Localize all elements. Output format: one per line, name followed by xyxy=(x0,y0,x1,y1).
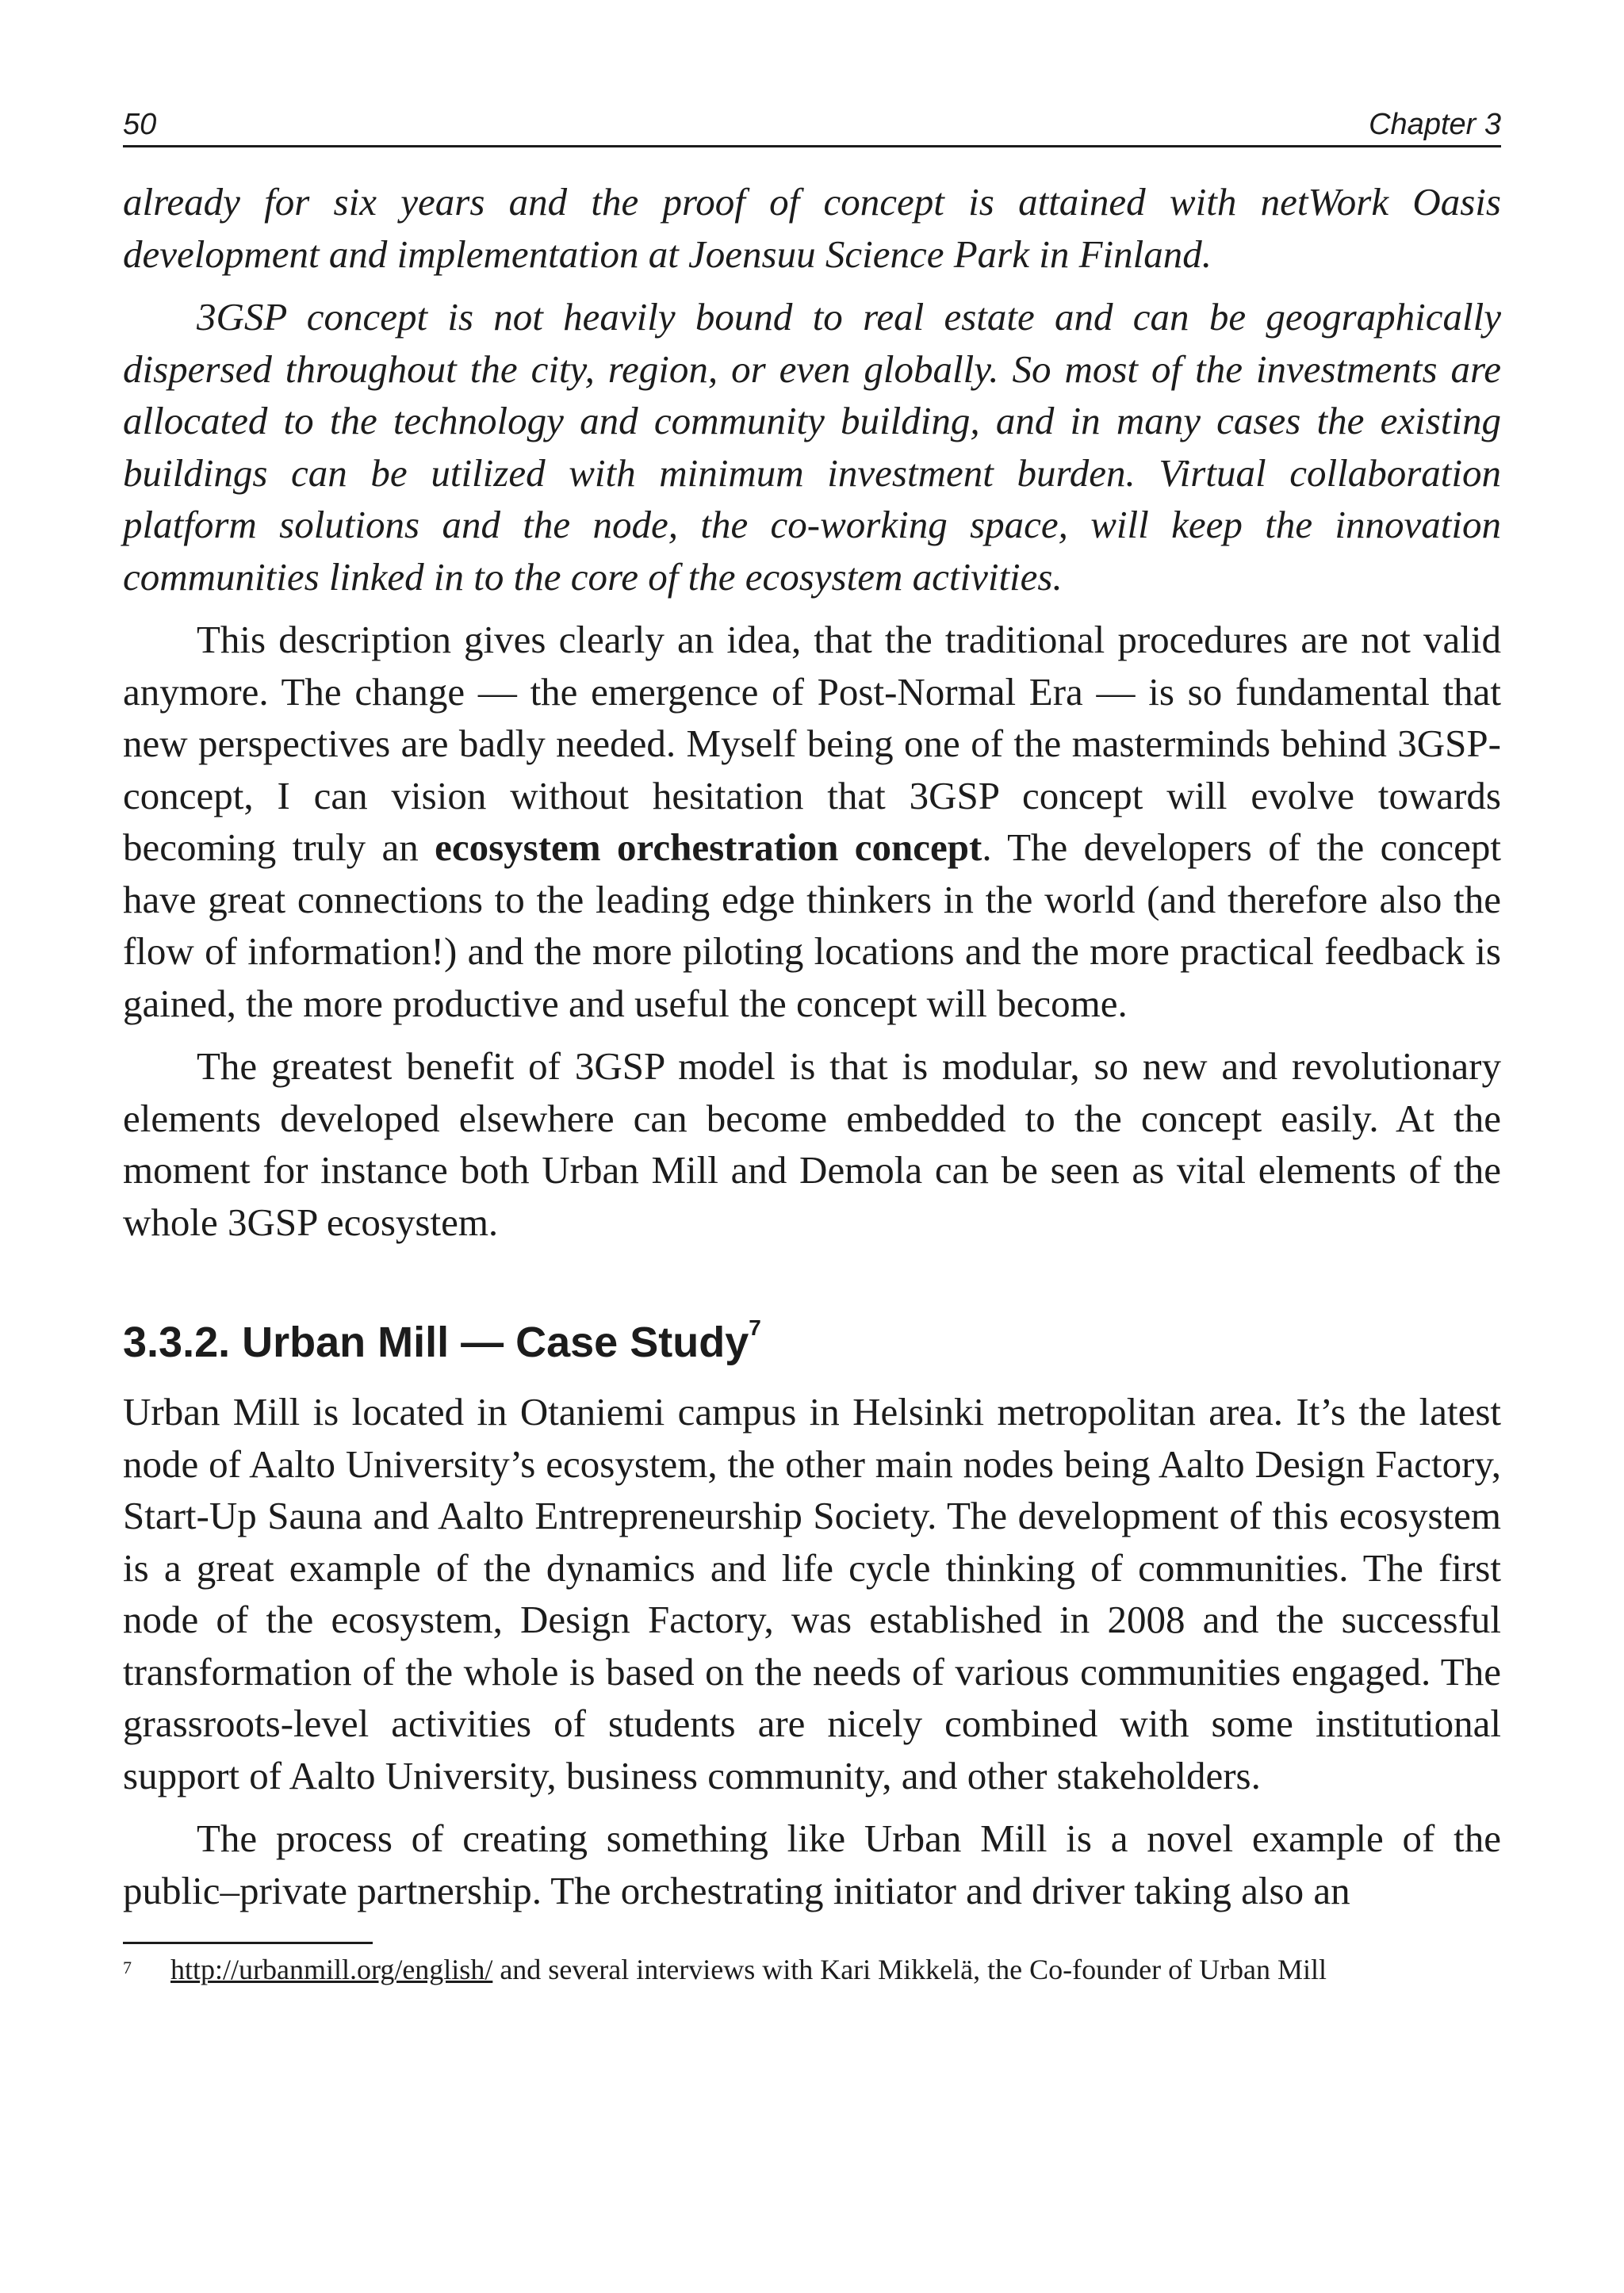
page xyxy=(123,107,1501,1989)
page-number: 50 xyxy=(123,108,157,141)
paragraph-3 xyxy=(123,614,1501,1029)
paragraph-6: The process of creating something like Urban Mill is a novel example of the public–private partnership. The orchestrating initiator and driver taking also an xyxy=(123,1816,1501,1912)
paragraph-3-bold: ecosystem orchestration concept xyxy=(435,825,982,869)
paragraph-4: The greatest benefit of 3GSP model is that is modular, so new and revolutionary elements developed elsewhere can become embedded to the concept easily. At the moment for instance both Urban Mill and Demola can be seen as vital elements of the whole 3GSP ecosystem. xyxy=(123,1044,1501,1244)
footnote xyxy=(123,1950,1501,1989)
paragraph-2: 3GSP concept is not heavily bound to real estate and can be geographically dispersed throughout the city, region, or even globally. So most of the investments are allocated to the technology and community building, and in many cases the existing buildings can be utilized with minimum investment burden. Virtual collaboration platform solutions and the node, the co-working space, will keep the innovation communities linked in to the core of the ecosystem activities. xyxy=(123,295,1501,599)
paragraph-1: already for six years and the proof of concept is attained with netWork Oasis development and implementation at Joensuu Science Park in Finland. xyxy=(123,180,1501,276)
footnote-link[interactable]: http://urbanmill.org/english/ xyxy=(170,1954,493,1985)
section-heading-text: 3.3.2. Urban Mill — Case Study xyxy=(123,1319,749,1366)
paragraph-3-part-1: This description gives clearly an idea, that the traditional procedures are not valid anymore. The change — the emergence of Post-Normal Era — is so fundamental that new perspectives are badly needed. Myself being one of the masterminds behind 3GSP-concept, I can vision without hesitation that 3GSP concept will evolve towards becoming truly an xyxy=(123,618,1501,869)
paragraph-3-part-2: . The developers of the concept have great connections to the leading edge thinkers in the world (and therefore also the flow of information!) and the more piloting locations and the more practical feedback is gained, the more productive and useful the concept will become. xyxy=(123,825,1501,1025)
footnote-reference: 7 xyxy=(749,1315,761,1340)
paragraph-5: Urban Mill is located in Otaniemi campus in Helsinki metropolitan area. It’s the latest node of Aalto University’s ecosystem, the other main nodes being Aalto Design Factory, Start-Up Sauna and Aalto Entrepreneurship Society. The development of this ecosystem is a great example of the dynamics and life cycle thinking of communities. The first node of the ecosystem, Design Factory, was established in 2008 and the successful transformation of the whole is based on the needs of various communities engaged. The grassroots-level activities of students are nicely combined with some institutional support of Aalto University, business community, and other stakeholders. xyxy=(123,1390,1501,1797)
footnote-mark: 7 xyxy=(123,1958,132,1977)
chapter-label: Chapter 3 xyxy=(1369,108,1501,141)
running-head xyxy=(123,107,1501,147)
footnote-text: and several interviews with Kari Mikkelä, the Co-founder of Urban Mill xyxy=(492,1954,1327,1985)
footnote-divider xyxy=(123,1942,373,1944)
section-heading xyxy=(123,1307,1501,1370)
